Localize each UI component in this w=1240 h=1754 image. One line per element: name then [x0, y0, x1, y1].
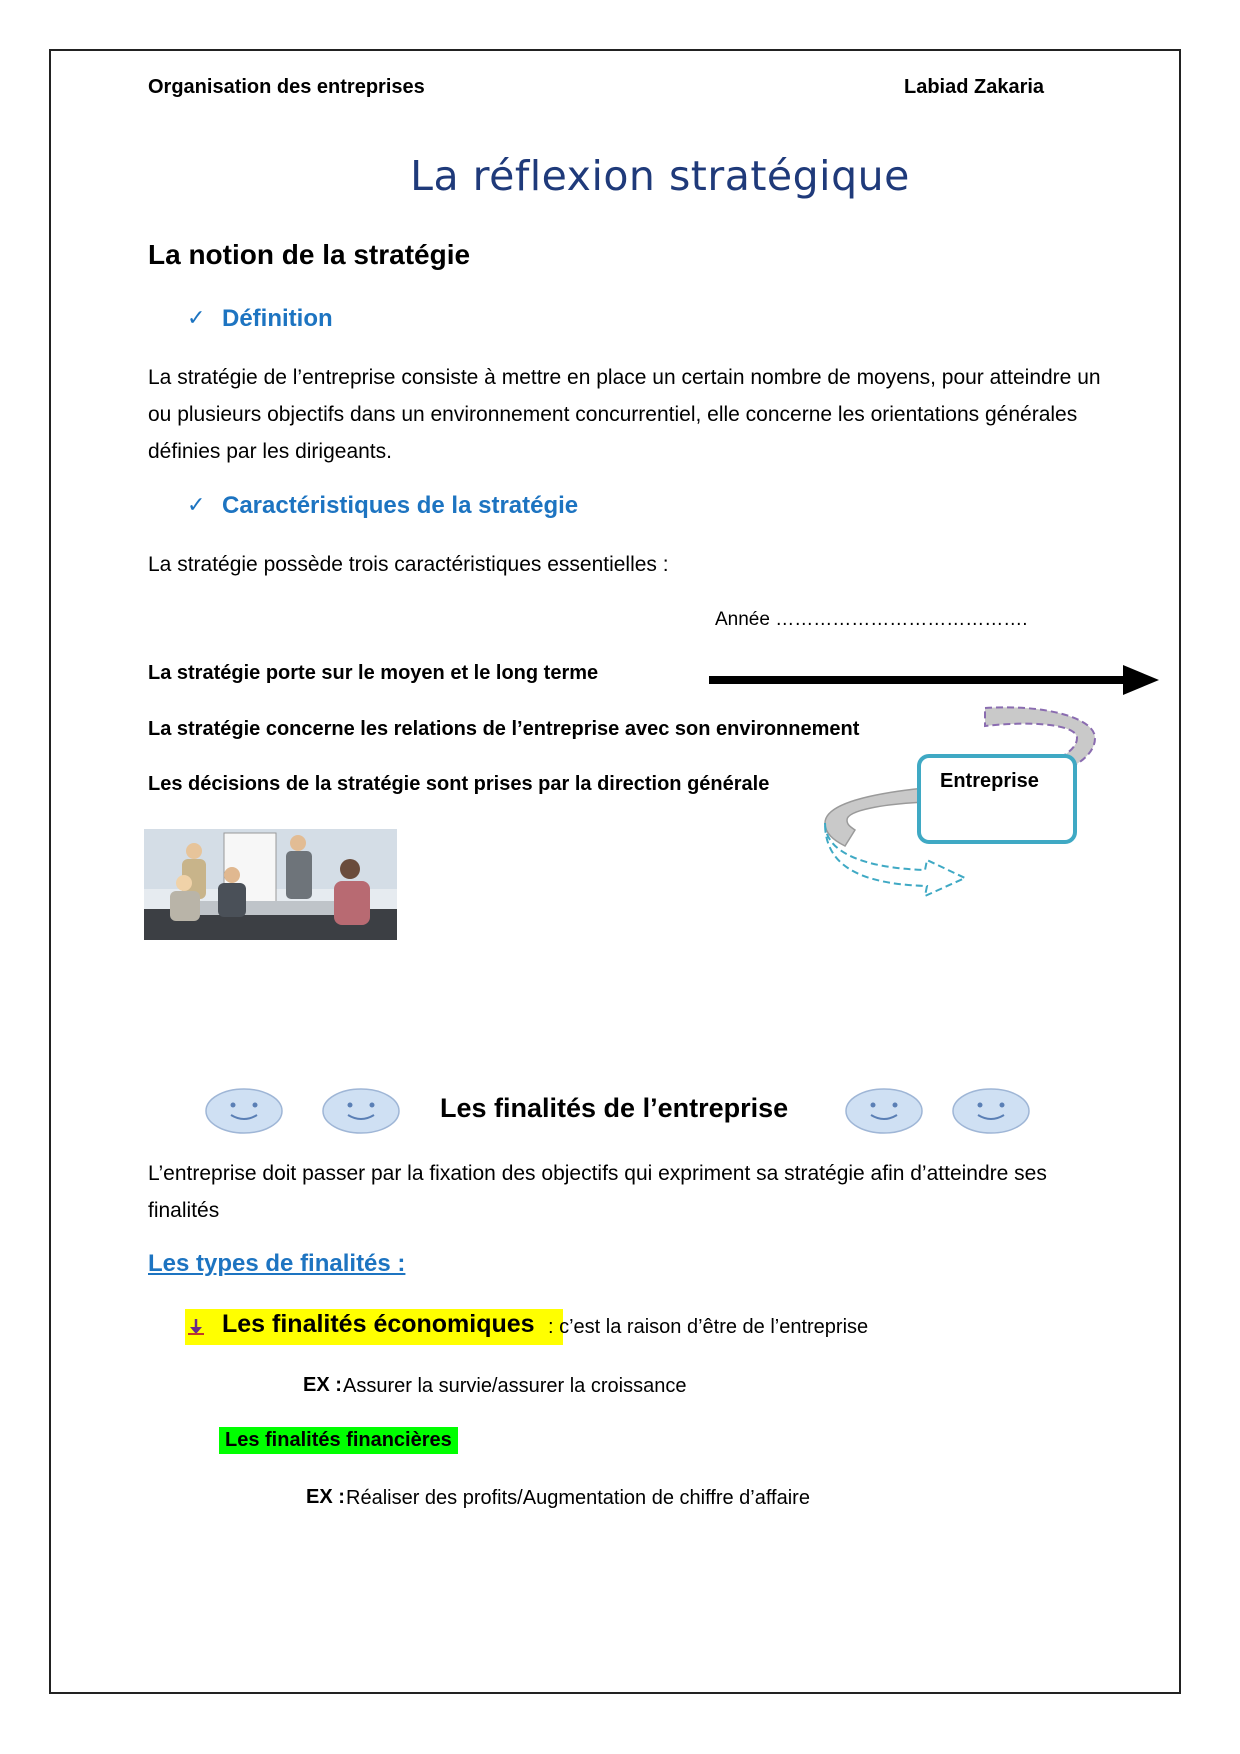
finalites-intro: L’entreprise doit passer par la fixation des objectifs qui expriment sa stratégie afin d’atteindre ses finalités — [148, 1162, 1047, 1222]
economic-label: Les finalités économiques — [222, 1310, 535, 1338]
smiley-icon — [843, 1085, 925, 1137]
entreprise-label: Entreprise — [940, 770, 1039, 792]
header-course: Organisation des entreprises — [148, 76, 425, 98]
smiley-icon — [320, 1085, 402, 1137]
economic-ex-text: Assurer la survie/assurer la croissance — [343, 1375, 687, 1397]
types-heading: Les types de finalités : — [148, 1250, 406, 1277]
section-heading-notion: La notion de la stratégie — [148, 239, 471, 270]
meeting-photo — [144, 829, 397, 940]
characteristic-item: Les décisions de la stratégie sont prises par la direction générale — [148, 773, 770, 795]
definition-text: La stratégie de l’entreprise consiste à mettre en place un certain nombre de moyens, pour atteindre un ou plusieurs objectifs dans un environnement concurrentiel, elle concerne les orientations générales définies par les dirigeants. — [148, 366, 1101, 463]
characteristics-intro: La stratégie possède trois caractéristiques essentielles : — [148, 553, 669, 576]
check-icon: ✓ — [187, 492, 206, 517]
financial-label: Les finalités financières — [219, 1427, 458, 1454]
characteristic-item: La stratégie concerne les relations de l’entreprise avec son environnement — [148, 718, 860, 740]
long-term-arrow-icon — [705, 663, 1165, 697]
check-icon: ✓ — [187, 305, 206, 330]
economic-ex-label: EX : — [303, 1374, 342, 1396]
page-title: La réflexion stratégique — [410, 152, 910, 200]
characteristics-heading: Caractéristiques de la stratégie — [222, 492, 579, 519]
definition-heading: Définition — [222, 305, 333, 332]
smiley-icon — [950, 1085, 1032, 1137]
characteristic-item: La stratégie porte sur le moyen et le long terme — [148, 662, 599, 684]
financial-ex-text: Réaliser des profits/Augmentation de chiffre d’affaire — [346, 1487, 810, 1509]
smiley-icon — [203, 1085, 285, 1137]
economic-desc: : c’est la raison d’être de l’entreprise — [548, 1316, 869, 1338]
annee-label: Année …………………………………. — [715, 609, 1028, 630]
entreprise-box — [917, 754, 1077, 844]
financial-ex-label: EX : — [306, 1486, 345, 1508]
header-author: Labiad Zakaria — [904, 76, 1045, 98]
section-heading-finalites: Les finalités de l’entreprise — [440, 1093, 789, 1123]
bullet-arrow-icon — [187, 1318, 205, 1336]
